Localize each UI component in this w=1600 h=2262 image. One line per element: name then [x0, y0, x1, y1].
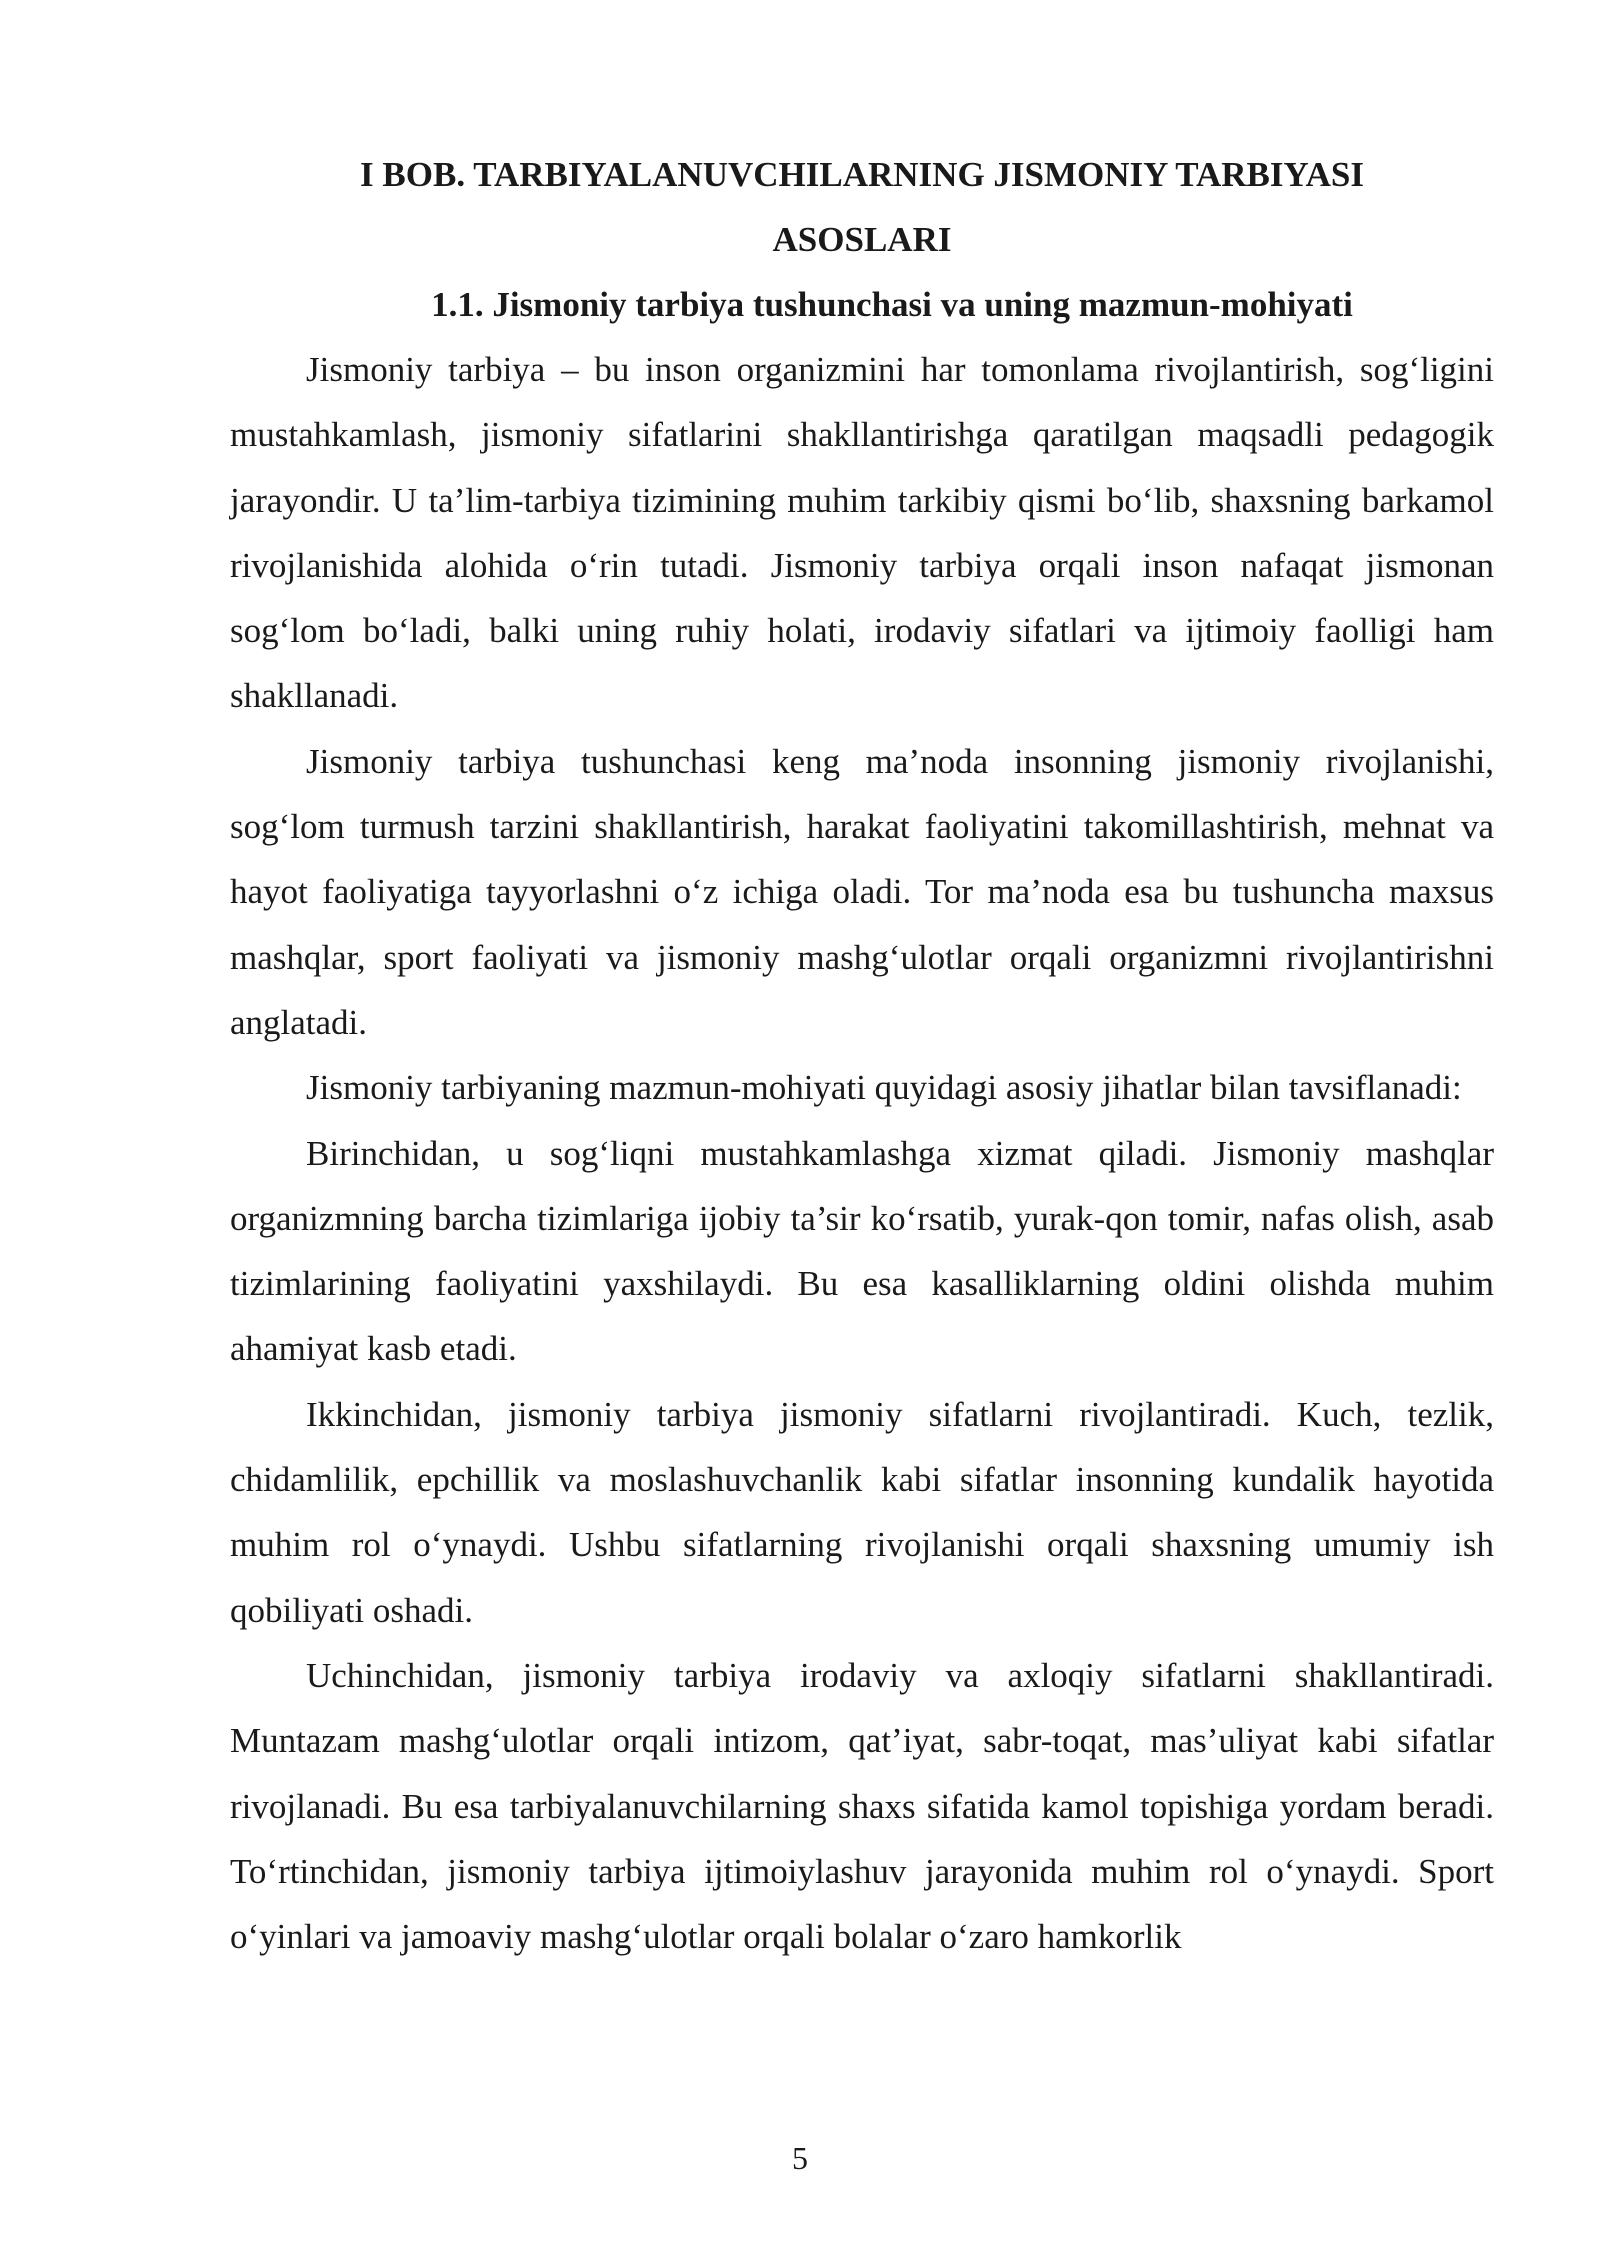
paragraph-second-point: Ikkinchidan, jismoniy tarbiya jismoniy sifatlarni rivojlantiradi. Kuch, tezlik, chidamlilik, epchillik va moslashuvchanlik kabi sifatlar insonning kundalik hayotida muhim rol o‘ynaydi. Ushbu sifatlarning rivojlanishi orqali shaxsning umumiy ish qobiliyati oshadi. [230, 1394, 1494, 1630]
paragraph-first-point: Birinchidan, u sog‘liqni mustahkamlashga xizmat qiladi. Jismoniy mashqlar organizmning barcha tizimlariga ijobiy ta’sir ko‘rsatib, yurak-qon tomir, nafas olish, asab tizimlarining faoliyatini yaxshilaydi. Bu esa kasalliklarning oldini olishda muhim ahamiyat kasb etadi. [230, 1133, 1494, 1369]
paragraph-definition: Jismoniy tarbiya – bu inson organizmini har tomonlama rivojlantirish, sog‘ligini mustahkamlash, jismoniy sifatlarini shakllantirishga qaratilgan maqsadli pedagogik jarayondir. U ta’lim-tarbiya tizimining muhim tarkibiy qismi bo‘lib, shaxsning barkamol rivojlanishida alohida o‘rin tutadi. Jismoniy tarbiya orqali inson nafaqat jismonan sog‘lom bo‘ladi, balki uning ruhiy holati, irodaviy sifatlari va ijtimoiy faolligi ham shakllanadi. [230, 350, 1494, 716]
paragraph-third-fourth-point: Uchinchidan, jismoniy tarbiya irodaviy va axloqiy sifatlarni shakllantiradi. Muntazam mashg‘ulotlar orqali intizom, qat’iyat, sabr-toqat, mas’uliyat kabi sifatlar rivojlanadi. Bu esa tarbiyalanuvchilarning shaxs sifatida kamol topishiga yordam beradi. To‘rtinchidan, jismoniy tarbiya ijtimoiylashuv jarayonida muhim rol o‘ynaydi. Sport o‘yinlari va jamoaviy mashg‘ulotlar orqali bolalar o‘zaro hamkorlik [230, 1655, 1494, 1957]
document-page [230, 142, 1494, 1969]
section-title: 1.1. Jismoniy tarbiya tushunchasi va uning mazmun-mohiyati [431, 285, 1353, 324]
paragraph-essence-intro: Jismoniy tarbiyaning mazmun-mohiyati quyidagi asosiy jihatlar bilan tavsiflanadi: [306, 1068, 1462, 1108]
page-number: 5 [792, 2140, 808, 2176]
chapter-title: I BOB. TARBIYALANUVCHILARNING JISMONIY TARBIYASI ASOSLARI [360, 155, 1364, 259]
paragraph-concept: Jismoniy tarbiya tushunchasi keng ma’noda insonning jismoniy rivojlanishi, sog‘lom turmush tarzini shakllantirish, harakat faoliyatini takomillashtirish, mehnat va hayot faoliyatiga tayyorlashni o‘z ichiga oladi. Tor ma’noda esa bu tushuncha maxsus mashqlar, sport faoliyati va jismoniy mashg‘ulotlar orqali organizmni rivojlantirishni anglatadi. [230, 741, 1494, 1042]
